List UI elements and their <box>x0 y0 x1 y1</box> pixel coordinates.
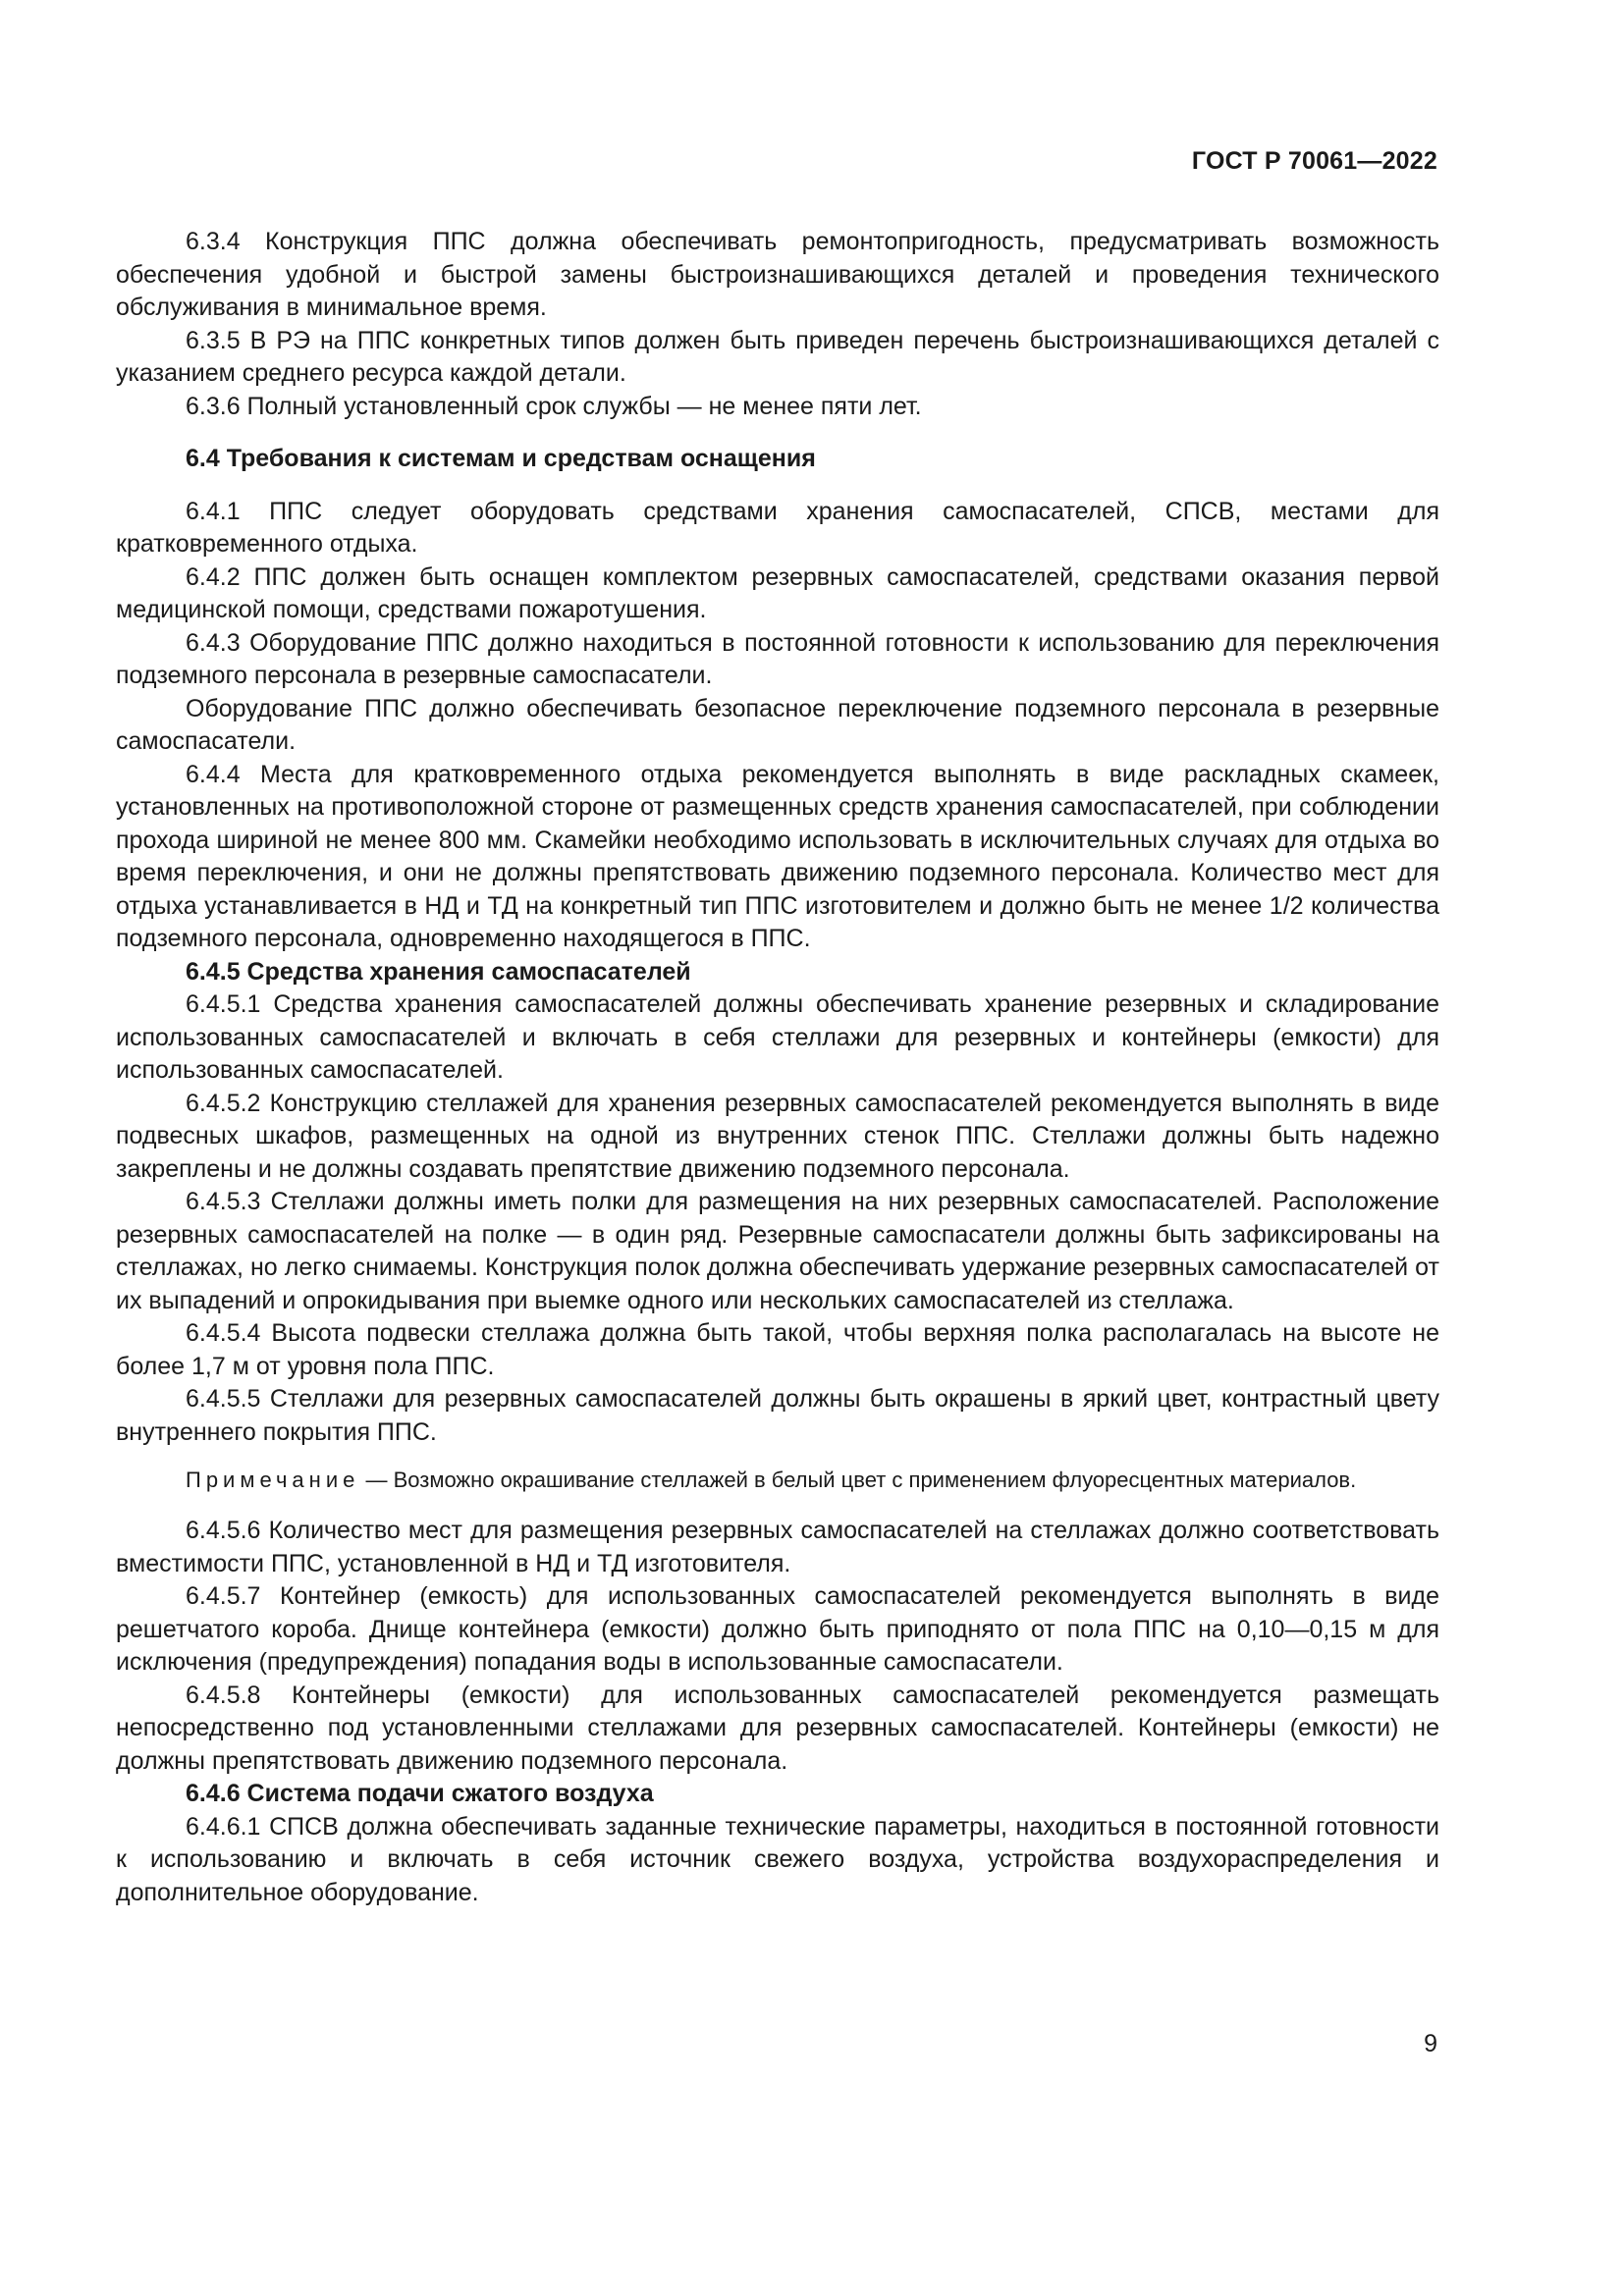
paragraph-6-4-4: 6.4.4 Места для кратковременного отдыха рекомендуется выполнять в виде раскладных скамеек, установленных на противоположной стороне от размещенных средств хранения самоспасателей, при соблюдении прохода шириной не менее 800 мм. Скамейки необходимо использовать в исключительных случаях для отдыха во время переключения, и они не должны препятствовать движению подземного персонала. Количество мест для отдыха устанавливается в НД и ТД на конкретный тип ППС изготовителем и должно быть не менее 1/2 количества подземного персонала, одновременно находящегося в ППС. <box>116 760 1439 952</box>
document-code-header: ГОСТ Р 70061—2022 <box>1191 147 1437 175</box>
section-heading-6-4: 6.4 Требования к системам и средствам оснащения <box>186 445 816 472</box>
subsection-heading-6-4-6: 6.4.6 Система подачи сжатого воздуха <box>186 1780 654 1807</box>
paragraph-6-4-5-4: 6.4.5.4 Высота подвески стеллажа должна быть такой, чтобы верхняя полка располагалась на высоте не более 1,7 м от уровня пола ППС. <box>116 1319 1439 1380</box>
paragraph-6-4-3-continued: Оборудование ППС должно обеспечивать безопасное переключение подземного персонала в резервные самоспасатели. <box>116 694 1439 755</box>
paragraph-6-3-5: 6.3.5 В РЭ на ППС конкретных типов должен быть приведен перечень быстроизнашивающихся деталей с указанием среднего ресурса каждой детали. <box>116 326 1439 387</box>
paragraph-6-4-5-6: 6.4.5.6 Количество мест для размещения резервных самоспасателей на стеллажах должно соответствовать вместимости ППС, установленной в НД и ТД изготовителя. <box>116 1517 1439 1577</box>
paragraph-6-4-5-2: 6.4.5.2 Конструкцию стеллажей для хранения резервных самоспасателей рекомендуется выполнять в виде подвесных шкафов, размещенных на одной из внутренних стенок ППС. Стеллажи должны быть надежно закреплены и не должны создавать препятствие движению подземного персонала. <box>116 1089 1439 1183</box>
paragraph-6-4-5-1: 6.4.5.1 Средства хранения самоспасателей должны обеспечивать хранение резервных и складирование использованных самоспасателей и включать в себя стеллажи для резервных и контейнеры (емкости) для использованных самоспасателей. <box>116 990 1439 1084</box>
paragraph-6-4-3: 6.4.3 Оборудование ППС должно находиться в постоянной готовности к использованию для переключения подземного персонала в резервные самоспасатели. <box>116 628 1439 689</box>
paragraph-6-4-5-7: 6.4.5.7 Контейнер (емкость) для использованных самоспасателей рекомендуется выполнять в виде решетчатого короба. Днище контейнера (емкости) должно быть приподнято от пола ППС на 0,10—0,15 м для исключения (предупреждения) попадания воды в использованные самоспасатели. <box>116 1582 1439 1676</box>
paragraph-6-4-6-1: 6.4.6.1 СПСВ должна обеспечивать заданные технические параметры, находиться в постоянной готовности к использованию и включать в себя источник свежего воздуха, устройства воздухораспределения и дополнительное оборудование. <box>116 1812 1439 1906</box>
paragraph-6-4-2: 6.4.2 ППС должен быть оснащен комплектом резервных самоспасателей, средствами оказания первой медицинской помощи, средствами пожаротушения. <box>116 562 1439 623</box>
subsection-heading-6-4-5: 6.4.5 Средства хранения самоспасателей <box>186 957 691 986</box>
paragraph-6-4-5-3: 6.4.5.3 Стеллажи должны иметь полки для размещения на них резервных самоспасателей. Расположение резервных самоспасателей на полке — в один ряд. Резервные самоспасатели должны быть зафиксированы на стеллажах, но легко снимаемы. Конструкция полок должна обеспечивать удержание резервных самоспасателей от их выпадений и опрокидывания при выемке одного или нескольких самоспасателей из стеллажа. <box>116 1188 1439 1314</box>
page-number: 9 <box>1424 2030 1437 2057</box>
note-label: Примечание <box>186 1468 360 1492</box>
paragraph-6-3-4: 6.3.4 Конструкция ППС должна обеспечивать ремонтопригодность, предусматривать возможность обеспечения удобной и быстрой замены быстроизнашивающихся деталей и проведения технического обслуживания в минимальное время. <box>116 228 1439 321</box>
paragraph-6-3-6: 6.3.6 Полный установленный срок службы — не менее пяти лет. <box>186 392 922 420</box>
paragraph-6-4-5-5: 6.4.5.5 Стеллажи для резервных самоспасателей должны быть окрашены в яркий цвет, контрастный цвету внутреннего покрытия ППС. <box>116 1385 1439 1446</box>
paragraph-6-4-1: 6.4.1 ППС следует оборудовать средствами хранения самоспасателей, СПСВ, местами для кратковременного отдыха. <box>116 497 1439 558</box>
paragraph-6-4-5-8: 6.4.5.8 Контейнеры (емкости) для использованных самоспасателей рекомендуется размещать непосредственно под установленными стеллажами для резервных самоспасателей. Контейнеры (емкости) не должны препятствовать движению подземного персонала. <box>116 1681 1439 1775</box>
document-body <box>116 226 1439 1909</box>
note-text: — Возможно окрашивание стеллажей в белый цвет с применением флуоресцентных материалов. <box>359 1468 1357 1492</box>
note-block <box>116 1465 1439 1495</box>
